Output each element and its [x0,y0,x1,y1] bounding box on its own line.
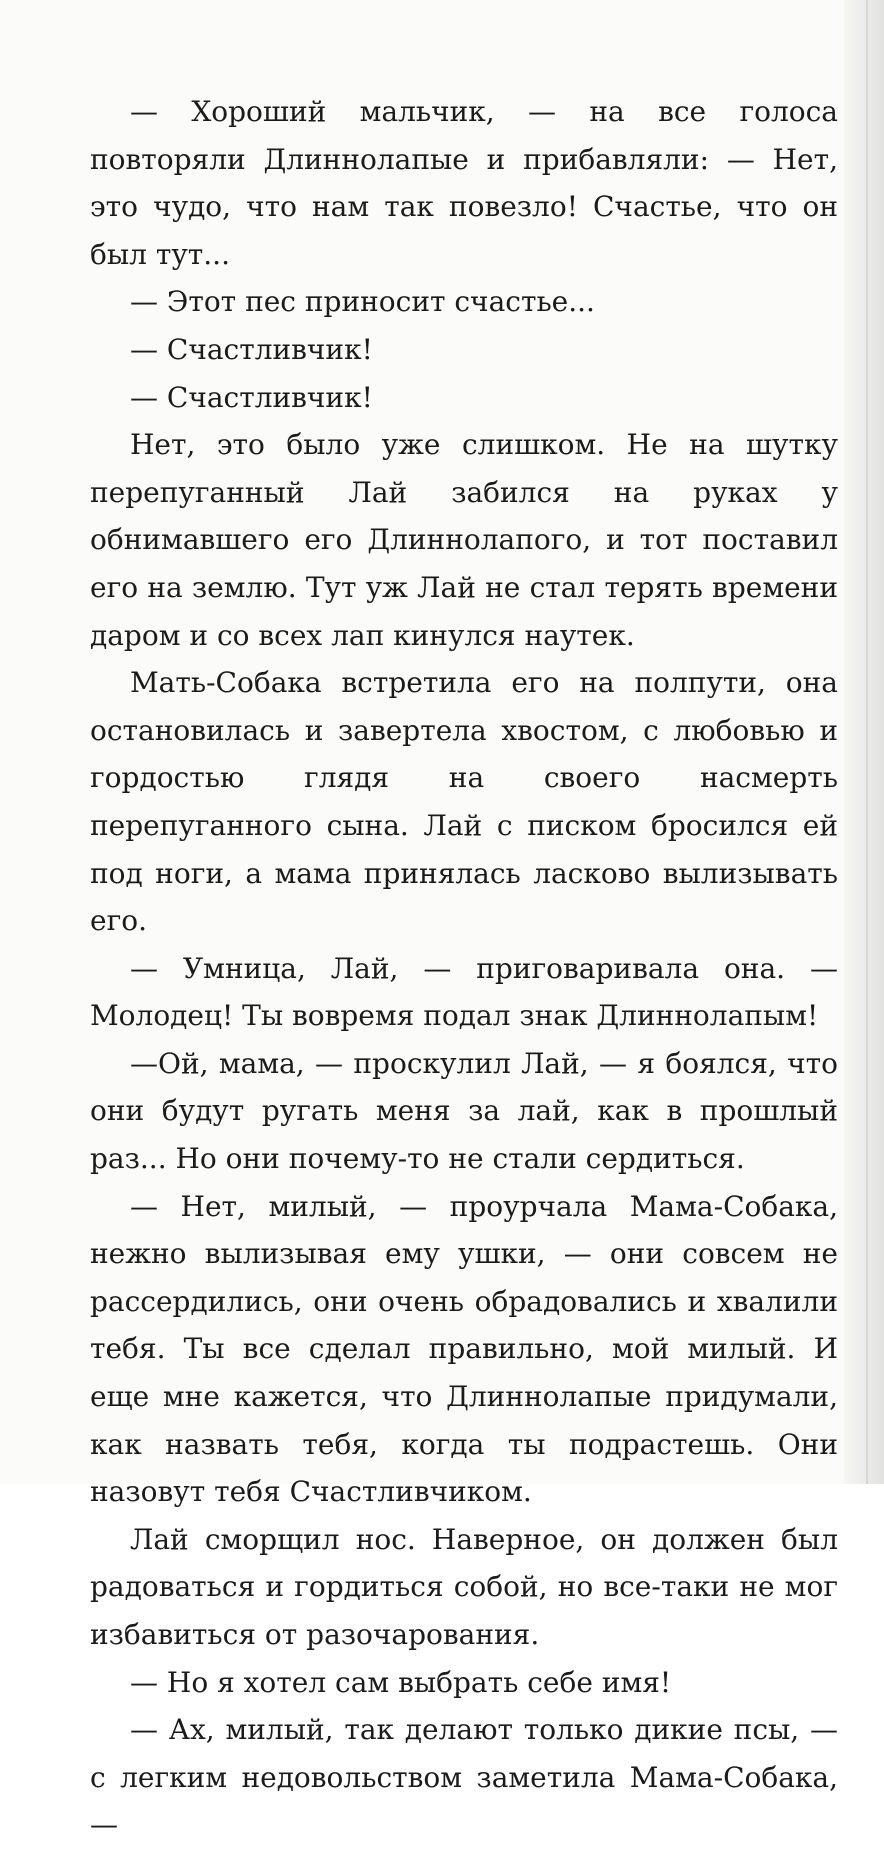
paragraph: Лай сморщил нос. Наверное, он должен был радоваться и гордиться собой, но все-таки не мог избавиться от разочарования. [90,1522,838,1651]
page-edge-shadow [844,0,884,1484]
page-edge-line [866,0,868,1484]
paragraph: —Ой, мама, — проскулил Лай, — я боялся, что они будут ругать меня за лай, как в прошлый раз... Но они почему-то не стали сердиться. [90,1046,838,1176]
paragraph: — Но я хотел сам выбрать себе имя! [130,1665,672,1699]
paragraph: — Этот пес приносит счастье... [130,285,595,319]
paragraph: — Хороший мальчик, — на все голоса повторяли Длиннолапые и прибавляли: — Нет, это чудо, что нам так повезло! Счастье, что он был тут... [90,95,838,271]
paragraph: — Счастливчик! [130,380,373,414]
paragraph: — Счастливчик! [130,332,373,366]
paragraph: — Нет, милый, — проурчала Мама-Собака, нежно вылизывая ему ушки, — они совсем не рассердились, они очень обрадовались и хвалили тебя. Ты все сделал правильно, мой милый. И еще мне кажется, что Длиннолапые придумали, как назвать тебя, когда ты подрастешь. Они назовут тебя Счастливчиком. [90,1189,838,1509]
paragraph: — Умница, Лай, — приговаривала она. — Молодец! Ты вовремя подал знак Длиннолапым! [90,951,838,1033]
paragraph: Нет, это было уже слишком. Не на шутку перепуганный Лай забился на руках у обнимавшего его Длиннолапого, и тот поставил его на землю. Тут уж Лай не стал терять времени даром и со всех лап кинулся наутек. [90,428,838,652]
text-block [90,88,838,1849]
paragraph: Мать-Собака встретила его на полпути, она остановилась и завертела хвостом, с любовью и гордостью глядя на своего насмерть перепуганного сына. Лай с писком бросился ей под ноги, а мама принялась ласково вылизывать его. [90,666,838,938]
paragraph: — Ах, милый, так делают только дикие псы, — с легким недовольством заметила Мама-Собака, — [90,1713,838,1842]
